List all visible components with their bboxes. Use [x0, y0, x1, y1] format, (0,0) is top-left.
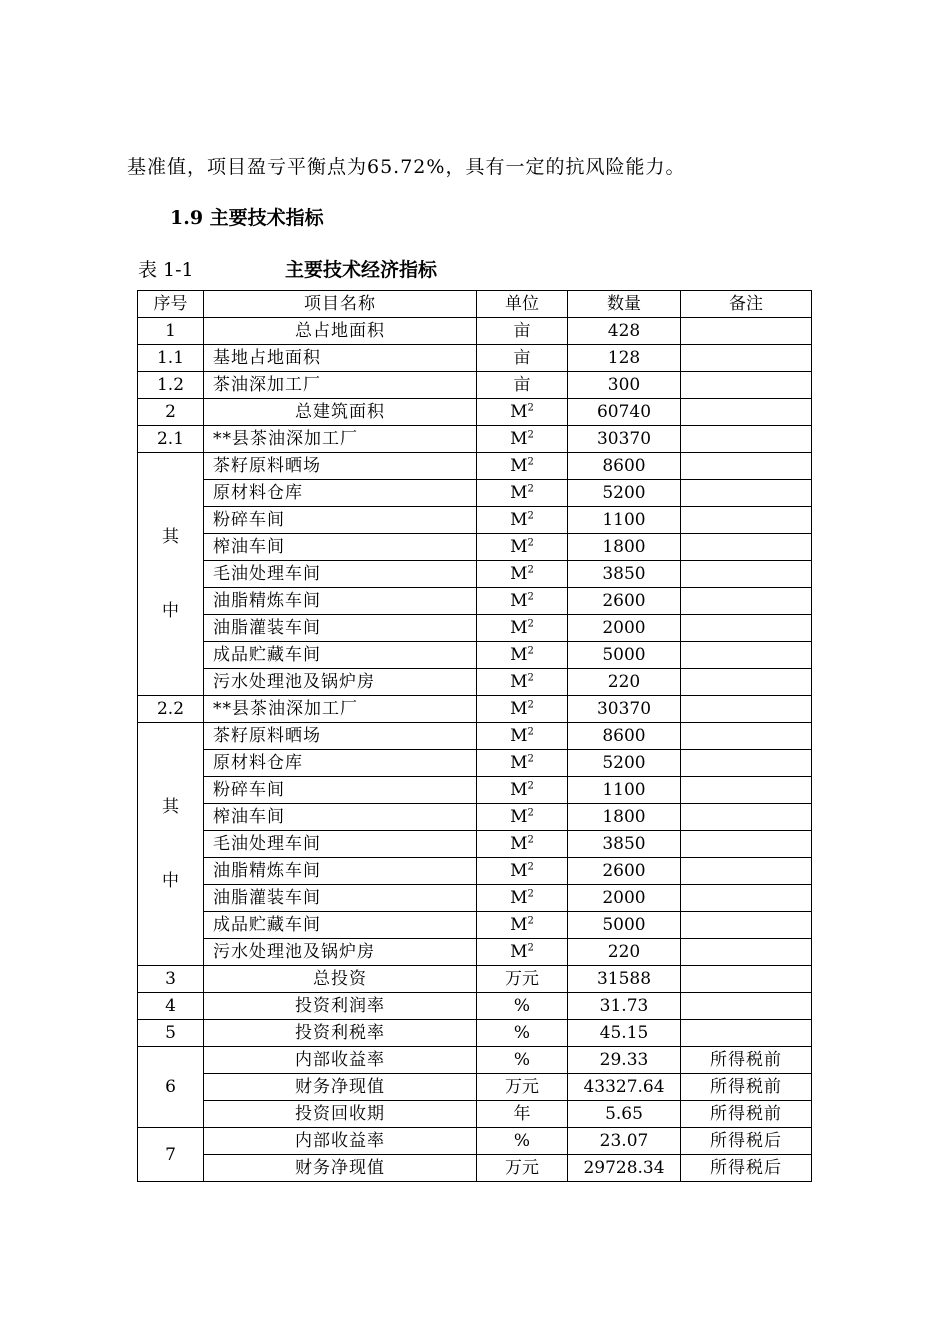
row-name: 原材料仓库 — [204, 750, 477, 777]
row-qty: 5200 — [568, 480, 681, 507]
row-note — [681, 345, 812, 372]
section-heading: 1.9 主要技术指标 — [170, 207, 324, 229]
header-seq: 序号 — [138, 291, 204, 318]
table-row — [138, 777, 812, 804]
row-name: 榨油车间 — [204, 804, 477, 831]
row-qty: 29.33 — [568, 1047, 681, 1074]
row-note — [681, 669, 812, 696]
row-seq: 1.2 — [138, 372, 204, 399]
row-unit: $M^2$ — [477, 669, 568, 696]
row-qty: 43327.64 — [568, 1074, 681, 1101]
row-qty: 8600 — [568, 723, 681, 750]
row-name: **县茶油深加工厂 — [204, 426, 477, 453]
row-qty: 2600 — [568, 858, 681, 885]
row-unit: $M^2$ — [477, 858, 568, 885]
row-unit: $M^2$ — [477, 723, 568, 750]
table-row — [138, 1020, 812, 1047]
row-name: 成品贮藏车间 — [204, 912, 477, 939]
row-unit: $M^2$ — [477, 885, 568, 912]
row-name: 污水处理池及锅炉房 — [204, 669, 477, 696]
row-qty: 2600 — [568, 588, 681, 615]
row-name: 粉碎车间 — [204, 507, 477, 534]
row-unit: $M^2$ — [477, 426, 568, 453]
table-row — [138, 885, 812, 912]
table-caption — [138, 255, 438, 282]
row-qty: 2000 — [568, 615, 681, 642]
row-name: 投资利润率 — [204, 993, 477, 1020]
row-qty: 31588 — [568, 966, 681, 993]
row-note — [681, 966, 812, 993]
row-unit: $M^2$ — [477, 912, 568, 939]
row-unit: 亩 — [477, 318, 568, 345]
row-qty: 300 — [568, 372, 681, 399]
row-unit: $M^2$ — [477, 453, 568, 480]
row-seq: 5 — [138, 1020, 204, 1047]
merged-label-bottom: 中 — [162, 871, 179, 891]
table-row — [138, 1155, 812, 1182]
row-note — [681, 939, 812, 966]
row-name: 茶籽原料晒场 — [204, 723, 477, 750]
row-name: 内部收益率 — [204, 1047, 477, 1074]
table-row — [138, 1101, 812, 1128]
row-unit: $M^2$ — [477, 777, 568, 804]
row-note — [681, 642, 812, 669]
row-qty: 60740 — [568, 399, 681, 426]
table-row — [138, 1047, 812, 1074]
row-seq: 2 — [138, 399, 204, 426]
merged-label-top: 其 — [162, 527, 179, 547]
row-name: 财务净现值 — [204, 1155, 477, 1182]
row-unit: $M^2$ — [477, 615, 568, 642]
table-row — [138, 372, 812, 399]
row-note — [681, 318, 812, 345]
table-row — [138, 453, 812, 480]
row-name: 油脂精炼车间 — [204, 588, 477, 615]
row-seq: 2.1 — [138, 426, 204, 453]
row-note — [681, 588, 812, 615]
row-unit: $M^2$ — [477, 588, 568, 615]
row-qty: 31.73 — [568, 993, 681, 1020]
row-name: 毛油处理车间 — [204, 831, 477, 858]
row-unit: $M^2$ — [477, 696, 568, 723]
row-unit: 万元 — [477, 1074, 568, 1101]
table-row — [138, 1074, 812, 1101]
row-unit: $M^2$ — [477, 939, 568, 966]
table-row — [138, 318, 812, 345]
table-row — [138, 750, 812, 777]
row-name: 财务净现值 — [204, 1074, 477, 1101]
indicators-table — [137, 290, 812, 1182]
row-qty: 5000 — [568, 642, 681, 669]
row-note — [681, 426, 812, 453]
table-row — [138, 1128, 812, 1155]
table-row — [138, 858, 812, 885]
table-row — [138, 966, 812, 993]
table-row — [138, 831, 812, 858]
merged-label-top: 其 — [162, 797, 179, 817]
row-qty: 1100 — [568, 777, 681, 804]
row-unit: 亩 — [477, 345, 568, 372]
header-unit: 单位 — [477, 291, 568, 318]
row-qty: 220 — [568, 669, 681, 696]
row-note — [681, 912, 812, 939]
merged-label-cell — [138, 453, 204, 696]
table-row — [138, 696, 812, 723]
row-name: 粉碎车间 — [204, 777, 477, 804]
table-row — [138, 426, 812, 453]
row-seq: 4 — [138, 993, 204, 1020]
table-row — [138, 723, 812, 750]
row-note — [681, 507, 812, 534]
row-seq: 7 — [138, 1128, 204, 1182]
row-seq: 1 — [138, 318, 204, 345]
row-name: 内部收益率 — [204, 1128, 477, 1155]
row-qty: 2000 — [568, 885, 681, 912]
table-row — [138, 507, 812, 534]
row-qty: 8600 — [568, 453, 681, 480]
row-unit: 亩 — [477, 372, 568, 399]
table-row — [138, 399, 812, 426]
row-note — [681, 615, 812, 642]
row-unit: 年 — [477, 1101, 568, 1128]
table-row — [138, 588, 812, 615]
row-note — [681, 453, 812, 480]
header-name: 项目名称 — [204, 291, 477, 318]
row-note: 所得税前 — [681, 1047, 812, 1074]
row-note — [681, 1020, 812, 1047]
row-note: 所得税后 — [681, 1155, 812, 1182]
header-note: 备注 — [681, 291, 812, 318]
merged-label-gap — [138, 550, 203, 598]
row-name: 基地占地面积 — [204, 345, 477, 372]
row-note — [681, 993, 812, 1020]
row-unit: $M^2$ — [477, 804, 568, 831]
row-qty: 428 — [568, 318, 681, 345]
table-header-row — [138, 291, 812, 318]
row-name: 污水处理池及锅炉房 — [204, 939, 477, 966]
table-row — [138, 939, 812, 966]
row-note — [681, 372, 812, 399]
row-name: 投资利税率 — [204, 1020, 477, 1047]
row-unit: $M^2$ — [477, 750, 568, 777]
row-name: 茶油深加工厂 — [204, 372, 477, 399]
table-row — [138, 912, 812, 939]
table-row — [138, 993, 812, 1020]
row-qty: 220 — [568, 939, 681, 966]
row-qty: 29728.34 — [568, 1155, 681, 1182]
row-unit: $M^2$ — [477, 561, 568, 588]
table-caption-title: 主要技术经济指标 — [285, 259, 438, 281]
row-unit: % — [477, 993, 568, 1020]
row-name: 油脂精炼车间 — [204, 858, 477, 885]
body-paragraph: 基准值，项目盈亏平衡点为65.72%，具有一定的抗风险能力。 — [127, 156, 686, 178]
row-qty: 5200 — [568, 750, 681, 777]
row-unit: % — [477, 1047, 568, 1074]
row-qty: 1800 — [568, 804, 681, 831]
table-row — [138, 642, 812, 669]
row-seq: 2.2 — [138, 696, 204, 723]
row-note — [681, 534, 812, 561]
row-name: 原材料仓库 — [204, 480, 477, 507]
row-note: 所得税后 — [681, 1128, 812, 1155]
row-unit: $M^2$ — [477, 399, 568, 426]
row-note: 所得税前 — [681, 1101, 812, 1128]
row-name: 总占地面积 — [204, 318, 477, 345]
table-row — [138, 561, 812, 588]
table-row — [138, 480, 812, 507]
row-seq: 1.1 — [138, 345, 204, 372]
row-note — [681, 804, 812, 831]
row-unit: 万元 — [477, 966, 568, 993]
table-caption-label: 表 1-1 — [138, 259, 194, 281]
header-qty: 数量 — [568, 291, 681, 318]
row-qty: 3850 — [568, 561, 681, 588]
row-name: 投资回收期 — [204, 1101, 477, 1128]
row-note — [681, 858, 812, 885]
row-unit: $M^2$ — [477, 507, 568, 534]
row-unit: % — [477, 1128, 568, 1155]
row-qty: 23.07 — [568, 1128, 681, 1155]
row-unit: $M^2$ — [477, 534, 568, 561]
row-note — [681, 399, 812, 426]
row-note — [681, 750, 812, 777]
row-note — [681, 885, 812, 912]
row-qty: 3850 — [568, 831, 681, 858]
row-note — [681, 723, 812, 750]
row-note: 所得税前 — [681, 1074, 812, 1101]
row-unit: $M^2$ — [477, 642, 568, 669]
table-row — [138, 804, 812, 831]
table-row — [138, 534, 812, 561]
row-qty: 5000 — [568, 912, 681, 939]
row-seq: 6 — [138, 1047, 204, 1128]
row-qty: 45.15 — [568, 1020, 681, 1047]
row-note — [681, 831, 812, 858]
row-seq: 3 — [138, 966, 204, 993]
row-name: 毛油处理车间 — [204, 561, 477, 588]
row-note — [681, 561, 812, 588]
table-row — [138, 345, 812, 372]
row-name: 总投资 — [204, 966, 477, 993]
row-name: 油脂灌装车间 — [204, 885, 477, 912]
row-note — [681, 777, 812, 804]
row-qty: 30370 — [568, 696, 681, 723]
merged-label-cell — [138, 723, 204, 966]
row-unit: % — [477, 1020, 568, 1047]
row-name: 榨油车间 — [204, 534, 477, 561]
merged-label-gap — [138, 820, 203, 868]
row-name: 茶籽原料晒场 — [204, 453, 477, 480]
row-note — [681, 696, 812, 723]
row-unit: $M^2$ — [477, 480, 568, 507]
row-name: **县茶油深加工厂 — [204, 696, 477, 723]
row-note — [681, 480, 812, 507]
row-qty: 30370 — [568, 426, 681, 453]
table-row — [138, 615, 812, 642]
row-qty: 1100 — [568, 507, 681, 534]
table-row — [138, 669, 812, 696]
row-qty: 1800 — [568, 534, 681, 561]
row-qty: 128 — [568, 345, 681, 372]
row-name: 油脂灌装车间 — [204, 615, 477, 642]
row-qty: 5.65 — [568, 1101, 681, 1128]
row-name: 总建筑面积 — [204, 399, 477, 426]
merged-label-bottom: 中 — [162, 601, 179, 621]
row-unit: 万元 — [477, 1155, 568, 1182]
row-unit: $M^2$ — [477, 831, 568, 858]
row-name: 成品贮藏车间 — [204, 642, 477, 669]
